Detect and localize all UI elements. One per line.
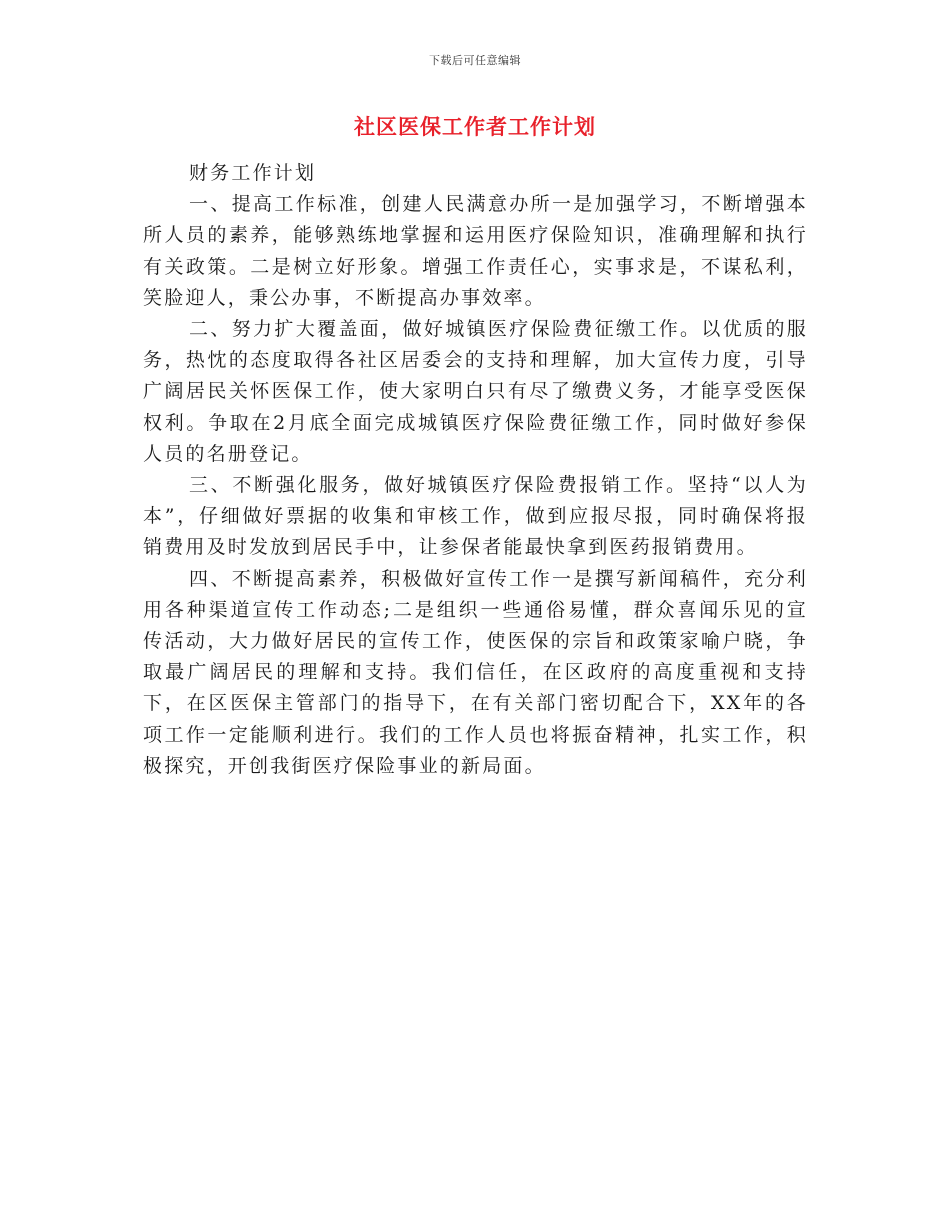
paragraph-1: 一、提高工作标准，创建人民满意办所一是加强学习，不断增强本所人员的素养，能够熟练地掌握和运用医疗保险知识，准确理解和执行有关政策。二是树立好形象。增强工作责任心，实事求是，不谋私利，笑脸迎人，秉公办事，不断提高办事效率。 bbox=[143, 193, 808, 309]
paragraph-heading: 财务工作计划 bbox=[189, 162, 317, 184]
document-body bbox=[143, 158, 808, 782]
paragraph-2: 二、努力扩大覆盖面，做好城镇医疗保险费征缴工作。以优质的服务，热忱的态度取得各社区居委会的支持和理解，加大宣传力度，引导广阔居民关怀医保工作，使大家明白只有尽了缴费义务，才能享受医保权利。争取在2月底全面完成城镇医疗保险费征缴工作，同时做好参保人员的名册登记。 bbox=[143, 318, 808, 465]
header-note: 下载后可任意编辑 bbox=[429, 54, 521, 67]
paragraph-4: 四、不断提高素养，积极做好宣传工作一是撰写新闻稿件，充分利用各种渠道宣传工作动态;二是组织一些通俗易懂，群众喜闻乐见的宣传活动，大力做好居民的宣传工作，使医保的宗旨和政策家喻户晓，争取最广阔居民的理解和支持。我们信任，在区政府的高度重视和支持下，在区医保主管部门的指导下，在有关部门密切配合下，XX年的各项工作一定能顺利进行。我们的工作人员也将振奋精神，扎实工作，积极探究，开创我街医疗保险事业的新局面。 bbox=[143, 567, 808, 777]
document-title: 社区医保工作者工作计划 bbox=[354, 114, 596, 139]
paragraph-3: 三、不断强化服务，做好城镇医疗保险费报销工作。坚持“以人为本”，仔细做好票据的收集和审核工作，做到应报尽报，同时确保将报销费用及时发放到居民手中，让参保者能最快拿到医药报销费用。 bbox=[143, 474, 808, 559]
